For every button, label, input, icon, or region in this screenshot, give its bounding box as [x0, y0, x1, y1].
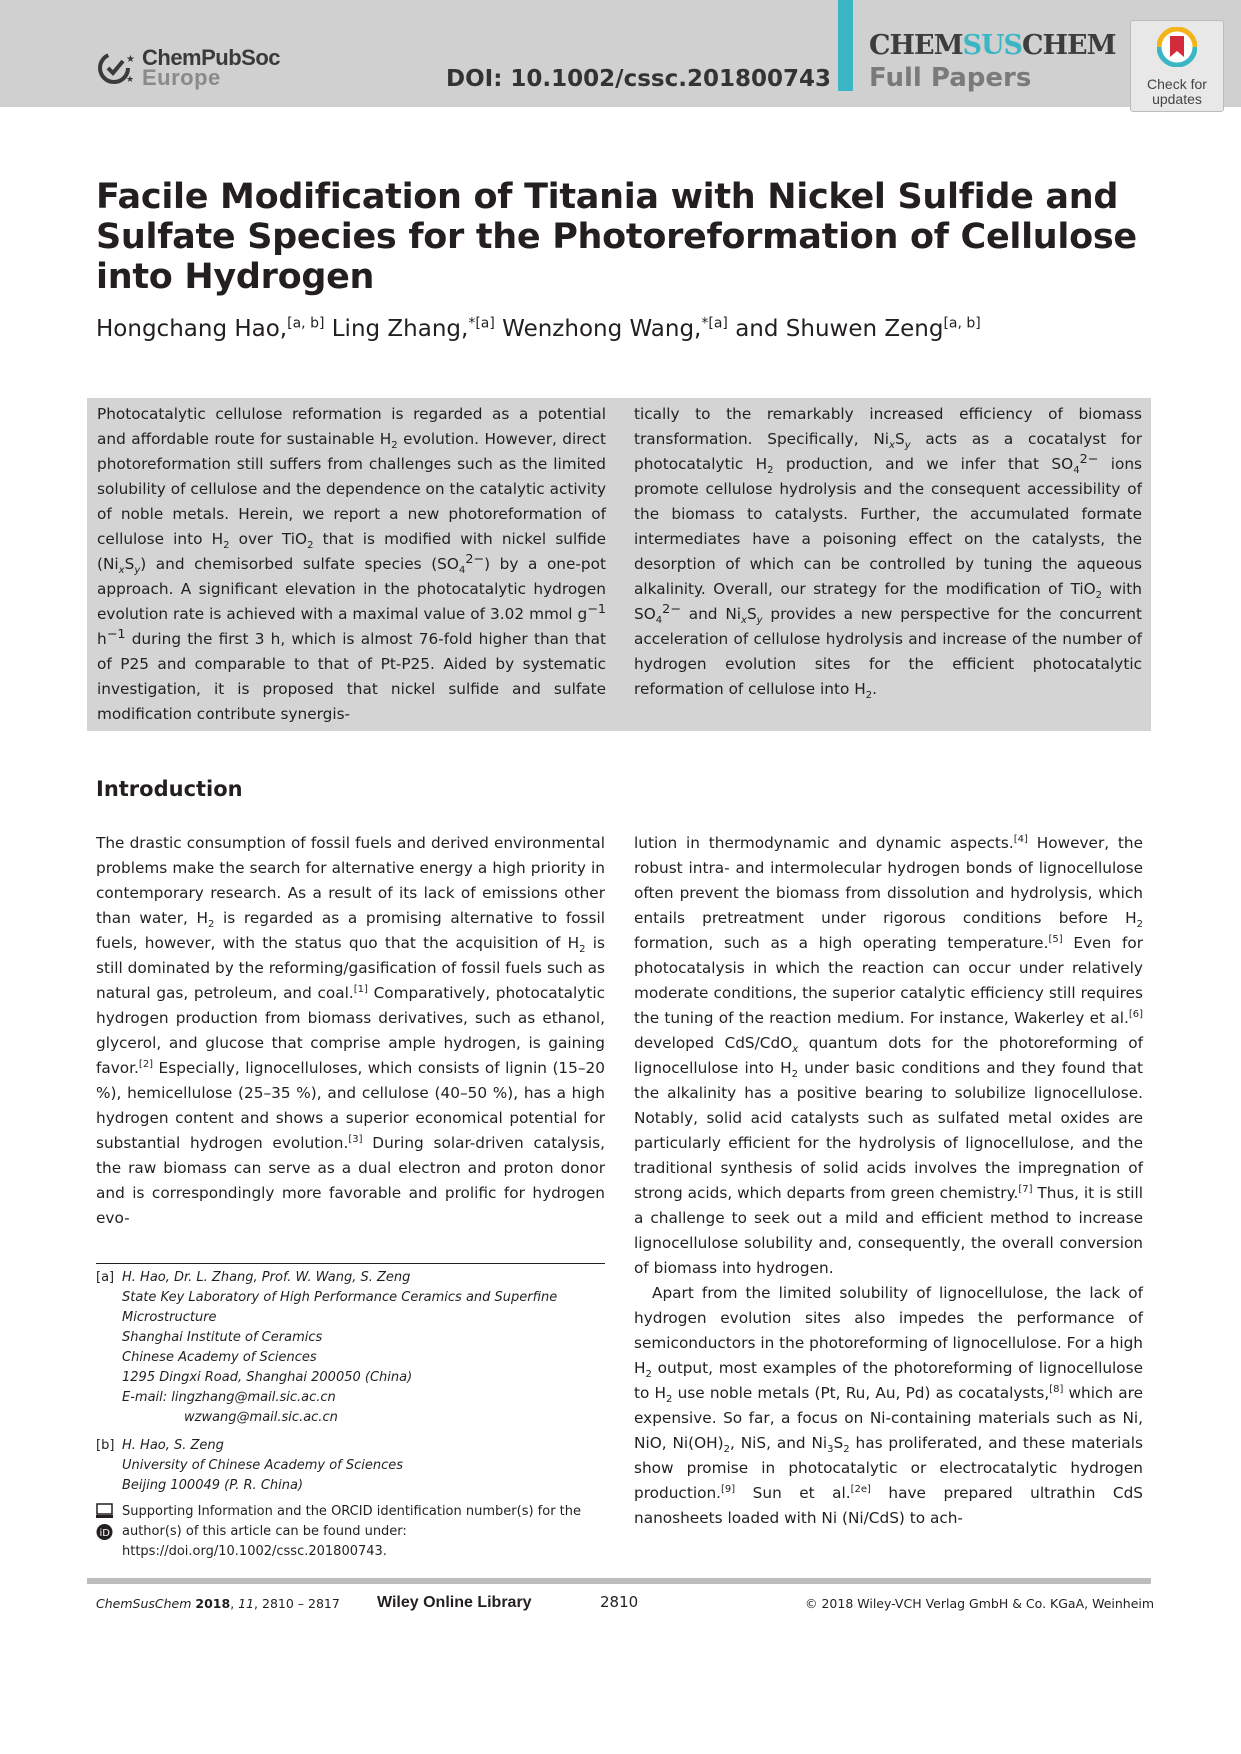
svg-text:★: ★	[126, 54, 135, 65]
affiliation-b: [b] H. Hao, S. Zeng University of Chinese Academy of Sciences Beijing 100049 (P. R. China)	[96, 1438, 404, 1493]
check-updates-label-1: Check for	[1147, 76, 1207, 92]
accent-bar	[838, 0, 853, 91]
citation-link[interactable]: [6]	[1128, 1009, 1143, 1020]
article-title: Facile Modification of Titania with Nickel Sulfide and Sulfate Species for the Photoreformation of Cellulose into Hydrogen	[96, 177, 1137, 297]
article-type: Full Papers	[869, 63, 1032, 93]
check-for-updates-button[interactable]	[1130, 20, 1224, 112]
section-heading-introduction: Introduction	[96, 777, 243, 801]
journal-mid: SUS	[962, 30, 1023, 61]
society-region: Europe	[142, 65, 221, 90]
chempubsoc-logo[interactable]	[96, 44, 280, 92]
check-updates-label-2: updates	[1152, 91, 1202, 107]
author-affiliation-mark: [a, b]	[287, 315, 325, 332]
corresponding-email[interactable]: E-mail: lingzhang@mail.sic.ac.cn	[122, 1390, 336, 1405]
author-name[interactable]: Wenzhong Wang,	[502, 316, 702, 342]
author-list	[96, 316, 981, 342]
journal-logo[interactable]	[869, 30, 1115, 61]
citation-link[interactable]: [2e]	[850, 1484, 871, 1495]
copyright-notice: © 2018 Wiley-VCH Verlag GmbH & Co. KGaA, Weinheim	[805, 1596, 1155, 1611]
wiley-online-library-link[interactable]: Wiley Online Library	[377, 1594, 532, 1611]
supporting-info-note	[96, 1502, 605, 1562]
journal-suffix: CHEM	[1022, 30, 1116, 61]
supporting-info-text[interactable]: Supporting Information and the ORCID identification number(s) for the author(s) of this article can be found under: https://doi.org/10.1002/cssc.201800743.	[122, 1504, 582, 1559]
citation-link[interactable]: [1]	[353, 984, 368, 995]
page-number: 2810	[600, 1593, 639, 1611]
introduction-column-right: lution in thermodynamic and dynamic aspects.[4] However, the robust intra- and intermolecular hydrogen bonds of lignocellulose often prevent the biomass from dissolution and hydrolysis, which entails pretreatment under rigorous conditions before $H_2$ formation, such as a high operating temperature.[5] Even for photocatalysis in which the reaction can occur under relatively moderate conditions, the superior catalytic efficiency still requires the tuning of the reaction medium. For instance, Wakerley et al.[6] developed CdS/CdO$_x$ quantum dots for the photoreforming of lignocellulose into $H_2$ under basic conditions and they found that the alkalinity has a positive bearing to solubilize lignocellulose. Notably, solid acid catalysts such as sulfated metal oxides are particularly efficient for the hydrolysis of lignocellulose, and the traditional synthesis of solid acids involves the impregnation of strong acids, which departs from green chemistry.[7] Thus, it is still a challenge to seek out a mild and efficient method to increase lignocellulose solubility and, consequently, the overall conversion of biomass into hydrogen. Apart from the limited solubility of lignocellulose, the lack of hydrogen evolution sites also impedes the performance of semiconductors in the photoreforming of lignocellulose. For a high $H_2$ output, most examples of the photoreforming of lignocellulose to $H_2$ use noble metals (Pt, Ru, Au, Pd) as cocatalysts,[8] which are expensive. So far, a focus on Ni-containing materials such as Ni, NiO, $Ni(OH)_2$, NiS, and $Ni_3S_2$ has proliferated, and these materials show promise in photocatalytic or electrocatalytic hydrogen production.[9] Sun et al.[2e] have prepared ultrathin CdS nanosheets loaded with Ni (Ni/CdS) to ach-	[634, 834, 1144, 1527]
society-emblem-icon	[96, 48, 136, 88]
abstract-column-left: Photocatalytic cellulose reformation is regarded as a potential and affordable route for sustainable $H_2$ evolution. However, direct photoreformation still suffers from challenges such as the limited solubility of cellulose and the dependence on the catalytic activity of noble metals. Herein, we report a new photoreformation of cellulose into $H_2$ over TiO$_2$ that is modified with nickel sulfide $(Ni_xS_y)$ and chemisorbed sulfate species $(SO_4^{2-})$ by a one-pot approach. A significant elevation in the photocatalytic hydrogen evolution rate is achieved with a maximal value of 3.02 mmol $g^{-1}$ $h^{-1}$ during the first 3 h, which is almost 76-fold higher than that of P25 and comparable to that of Pt-P25. Aided by systematic investigation, it is proposed that nickel sulfide and sulfate modification contribute synergis-	[97, 405, 606, 723]
supporting-info-icon	[96, 1502, 114, 1542]
crossmark-icon	[1157, 27, 1197, 67]
author-affiliation-mark: [a, b]	[943, 315, 981, 332]
author-name[interactable]: and Shuwen Zeng	[735, 316, 944, 342]
citation-link[interactable]: [2]	[138, 1059, 154, 1070]
footnote-divider	[96, 1263, 605, 1264]
citation-link[interactable]: [9]	[721, 1484, 736, 1495]
citation-link[interactable]: [3]	[348, 1134, 363, 1145]
introduction-column-left: The drastic consumption of fossil fuels and derived environmental problems make the search for alternative energy a high priority in contemporary research. As a result of its lack of emissions other than water, $H_2$ is regarded as a promising alternative to fossil fuels, however, with the status quo that the acquisition of $H_2$ is still dominated by the reforming/gasification of fossil fuels such as natural gas, petroleum, and coal.[1] Comparatively, photocatalytic hydrogen production from biomass derivatives, such as ethanol, glycerol, and glucose that comprise ample hydrogen, is gaining favor.[2] Especially, lignocelluloses, which consists of lignin (15–20 %), hemicellulose (25–35 %), and cellulose (40–50 %), has a high hydrogen content and shows a superior economical potential for substantial hydrogen evolution.[3] During solar-driven catalysis, the raw biomass can serve as a dual electron and proton donor and is correspondingly more favorable and prolific for hydrogen evo-	[96, 834, 606, 1227]
svg-text:★: ★	[126, 75, 135, 85]
citation-link[interactable]: [8]	[1049, 1384, 1064, 1395]
citation-link[interactable]: [7]	[1018, 1184, 1033, 1195]
journal-prefix: CHEM	[869, 30, 963, 61]
author-name[interactable]: Hongchang Hao,	[96, 316, 288, 342]
citation-link[interactable]: [5]	[1048, 934, 1063, 945]
author-name[interactable]: Ling Zhang,	[331, 316, 469, 342]
author-affiliation-mark: *[a]	[701, 315, 728, 332]
footer-divider	[87, 1578, 1151, 1584]
affiliation-a: [a] H. Hao, Dr. L. Zhang, Prof. W. Wang, S. Zeng State Key Laboratory of High Performance Ceramics and Superfine Microstructure Shanghai Institute of Ceramics Chinese Academy of Sciences 1295 Dingxi Road, Shanghai 200050 (China) E-mail: lingzhang@mail.sic.ac.cn wzwang@mail.sic.ac.cn	[96, 1268, 605, 1428]
affiliations-block	[96, 1268, 605, 1562]
citation-line: ChemSusChem 2018, 11, 2810 – 2817	[96, 1596, 340, 1611]
society-name: ChemPubSoc	[142, 45, 281, 70]
author-affiliation-mark: *[a]	[468, 315, 495, 332]
corresponding-email[interactable]: wzwang@mail.sic.ac.cn	[184, 1410, 338, 1425]
abstract-column-right: tically to the remarkably increased efficiency of biomass transformation. Specifically, $Ni_xS_y$ acts as a cocatalyst for photocatalytic $H_2$ production, and we infer that $SO_4^{2-}$ ions promote cellulose hydrolysis and the consequent accessibility of the biomass to catalysts. Further, the accumulated formate intermediates have a poisoning effect on the catalysts, the desorption of which can be controlled by tuning the aqueous alkalinity. Overall, our strategy for the modification of TiO$_2$ with $SO_4^{2-}$ and $Ni_xS_y$ provides a new perspective for the concurrent acceleration of cellulose hydrolysis and increase of the number of hydrogen evolution sites for the efficient photocatalytic reformation of cellulose into $H_2$.	[634, 405, 1142, 702]
doi-label[interactable]: DOI: 10.1002/cssc.201800743	[446, 66, 831, 92]
citation-link[interactable]: [4]	[1013, 834, 1028, 845]
svg-text:iD: iD	[99, 1528, 110, 1539]
